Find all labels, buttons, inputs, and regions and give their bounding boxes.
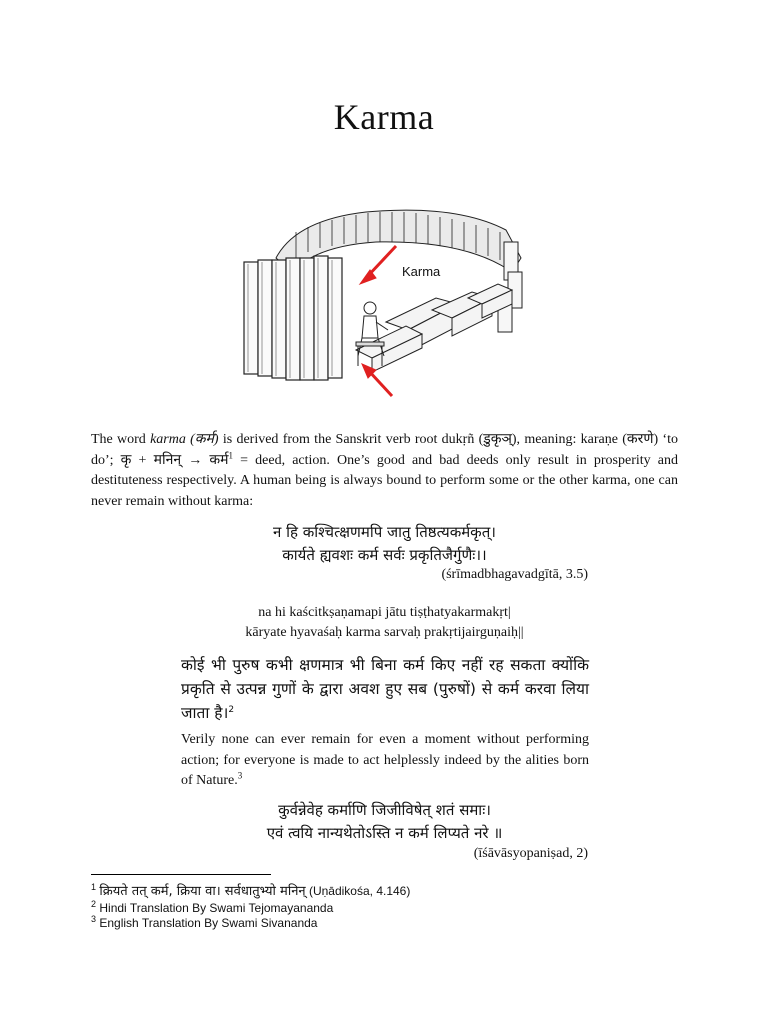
figure-label: Karma (402, 264, 441, 279)
intro-paragraph (91, 430, 678, 512)
footnote-1 (91, 884, 410, 899)
hindi-translation-text: कोई भी पुरुष कभी क्षणमात्र भी बिना कर्म किए नहीं रह सकता क्योंकि प्रकृति से उत्पन्न गुणों के द्वारा अवश हुए सब (पुरुषों) से कर्म करवा लिया जाता है। (181, 656, 589, 722)
translit-line1: na hi kaścitkṣaṇamapi jātu tiṣṭhatyakarmakṛt| (258, 605, 511, 620)
footnote-1-source: (Uṇādikośa, 4.146) (305, 884, 411, 898)
english-translation-text: Verily none can ever remain for even a moment without performing action; for everyone is made to act helplessly indeed by the alities born of Nature. (181, 732, 589, 788)
page-title: Karma (333, 97, 435, 137)
hindi-translation (181, 653, 589, 725)
karma-dominoes-illustration (236, 180, 536, 402)
translit-line2: kāryate hyavaśaḥ karma sarvaḥ prakṛtijairguṇaiḥ|| (245, 625, 524, 640)
verse1-line2: कार्यते ह्यवशः कर्म सर्वः प्रकृतिजैर्गुणैः।। (282, 546, 487, 564)
verse2-line2: एवं त्वयि नान्यथेतोऽस्ति न कर्म लिप्यते नरे ॥ (266, 824, 503, 842)
verse2-line1: कुर्वन्नेवेह कर्माणि जिजीविषेत् शतं समाः। (278, 801, 491, 819)
footnote-3 (91, 916, 317, 931)
intro-text-3: = deed, action. One’s good and bad deeds only result in prosperity and destituteness respectively. A human being is always bound to perform some or the other karma, one can never remain without karma: (91, 452, 678, 509)
footnote-ref-1: 1 (228, 449, 233, 460)
verse2-citation: (īśāvāsyopaniṣad, 2) (473, 846, 588, 861)
intro-karma-term: karma (कर्म) (150, 432, 219, 447)
footnote-3-number: 3 (91, 914, 97, 924)
footnote-1-devanagari: क्रियते तत् कर्म, क्रिया वा। सर्वधातुभ्यो मनिन् (99, 884, 306, 899)
footnote-2 (91, 901, 333, 916)
footnote-1-number: 1 (91, 882, 97, 892)
intro-text-1: The word (91, 432, 151, 447)
footnote-2-number: 2 (91, 899, 97, 909)
intro-text-2: is derived from the Sanskrit verb root dukṛñ (डुकृञ्), meaning: karaṇe (करणे) ‘to do’; कृ + मनिन् → कर्म (91, 432, 678, 468)
footnote-ref-2: 2 (228, 704, 235, 715)
footnote-2-text: Hindi Translation By Swami Tejomayananda (99, 901, 334, 915)
verse1-line1: न हि कश्चित्क्षणमपि जातु तिष्ठत्यकर्मकृत्। (273, 523, 496, 541)
footnote-ref-3: 3 (237, 770, 243, 781)
verse1-citation: (śrīmadbhagavadgītā, 3.5) (441, 567, 588, 582)
footnote-3-text: English Translation By Swami Sivananda (99, 916, 318, 930)
english-translation (181, 730, 589, 792)
footnote-divider (91, 874, 271, 875)
